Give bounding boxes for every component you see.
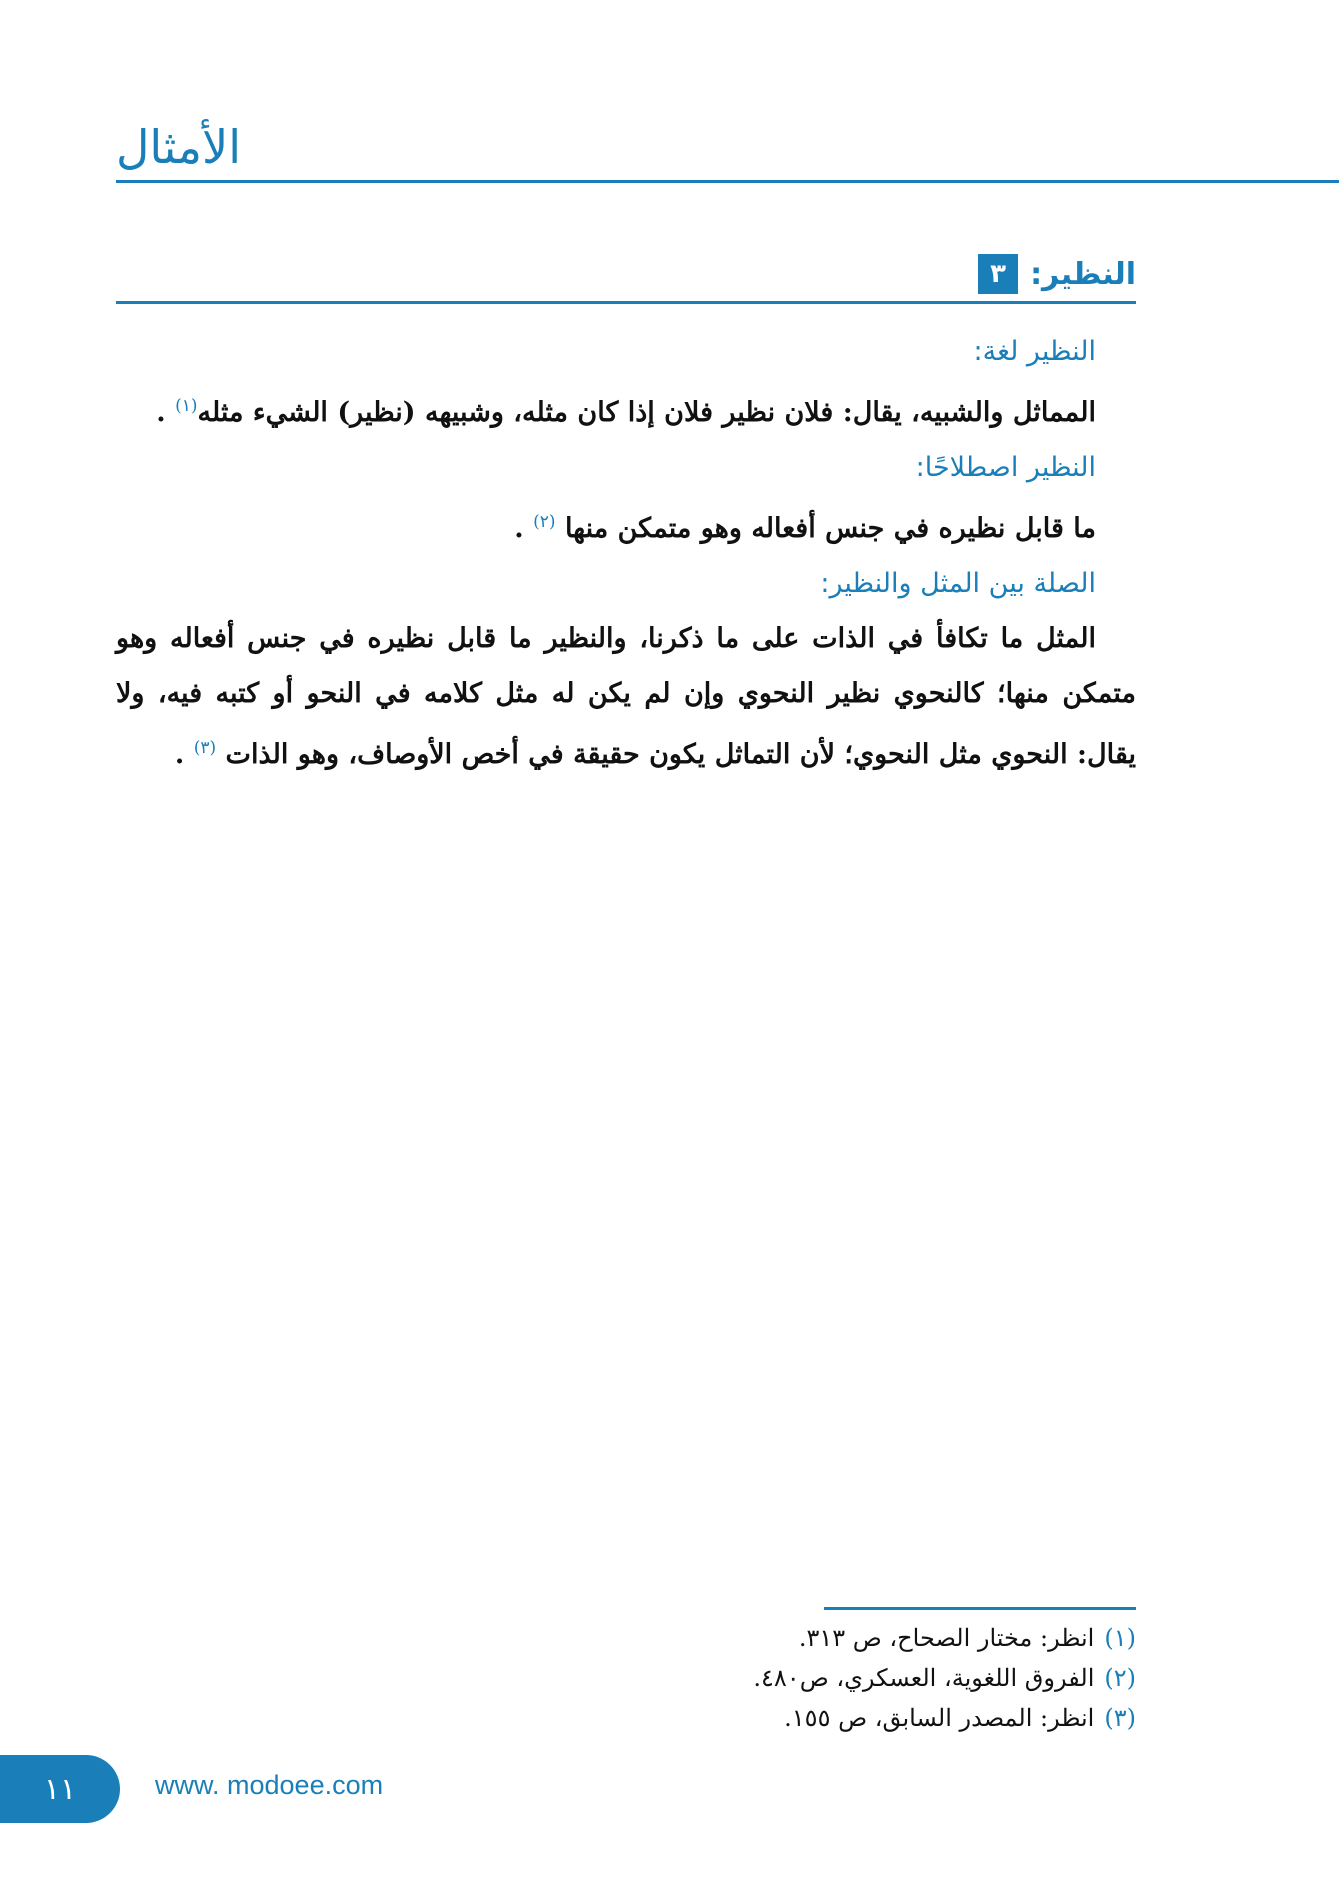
section-rule bbox=[116, 301, 1136, 304]
footnote-rule bbox=[824, 1607, 1136, 1610]
paragraph-linguistic-text: المماثل والشبيه، يقال: فلان نظير فلان إذا كان مثله، وشبيهه (نظير) الشيء مثله bbox=[197, 397, 1096, 428]
footnote-number: (٣) bbox=[1104, 1704, 1136, 1732]
footnotes bbox=[436, 1618, 1136, 1738]
footnote-ref-1[interactable]: (١) bbox=[175, 396, 198, 416]
footnote-number: (١) bbox=[1104, 1624, 1136, 1652]
period: . bbox=[156, 397, 166, 428]
paragraph-technical bbox=[116, 495, 1136, 556]
paragraph-linguistic bbox=[116, 379, 1136, 440]
header-rule bbox=[116, 180, 1339, 183]
section-heading bbox=[978, 254, 1136, 294]
footnote-number: (٢) bbox=[1104, 1664, 1136, 1692]
footnote-item bbox=[436, 1658, 1136, 1698]
footnote-item bbox=[436, 1618, 1136, 1658]
footnote-ref-3[interactable]: (٣) bbox=[193, 738, 217, 758]
footnote-text: انظر: مختار الصحاح، ص ٣١٣. bbox=[798, 1624, 1095, 1652]
paragraph-relation bbox=[116, 611, 1136, 782]
paragraph-relation-text: المثل ما تكافأ في الذات على ما ذكرنا، والنظير ما قابل نظيره في جنس أفعاله وهو متمكن منها؛ كالنحوي نظير النحوي وإن لم يكن له مثل كلامه في النحو أو كتبه فيه، ولا يقال: النحوي مثل النحوي؛ لأن التماثل يكون حقيقة في أخص الأوصاف، وهو الذات bbox=[116, 623, 1136, 770]
footnote-item bbox=[436, 1698, 1136, 1738]
footer-url-link[interactable]: www. modoee.com bbox=[155, 1770, 384, 1800]
section-title: النظير: bbox=[1030, 256, 1136, 292]
paragraph-technical-text: ما قابل نظيره في جنس أفعاله وهو متمكن منها bbox=[564, 513, 1096, 544]
content bbox=[116, 324, 1136, 782]
footnote-text: الفروق اللغوية، العسكري، ص٤٨٠. bbox=[753, 1664, 1095, 1692]
period: . bbox=[174, 739, 185, 770]
subheading-linguistic: النظير لغة: bbox=[973, 336, 1096, 367]
period: . bbox=[514, 513, 524, 544]
footnote-ref-2[interactable]: (٢) bbox=[533, 512, 556, 532]
page-number-badge: ١١ bbox=[0, 1755, 120, 1823]
section-number-badge: ٣ bbox=[978, 254, 1018, 294]
subheading-relation: الصلة بين المثل والنظير: bbox=[820, 568, 1096, 599]
subheading-technical: النظير اصطلاحًا: bbox=[915, 452, 1096, 483]
header-title: الأمثال bbox=[116, 120, 241, 174]
footnote-text: انظر: المصدر السابق، ص ١٥٥. bbox=[784, 1704, 1095, 1732]
